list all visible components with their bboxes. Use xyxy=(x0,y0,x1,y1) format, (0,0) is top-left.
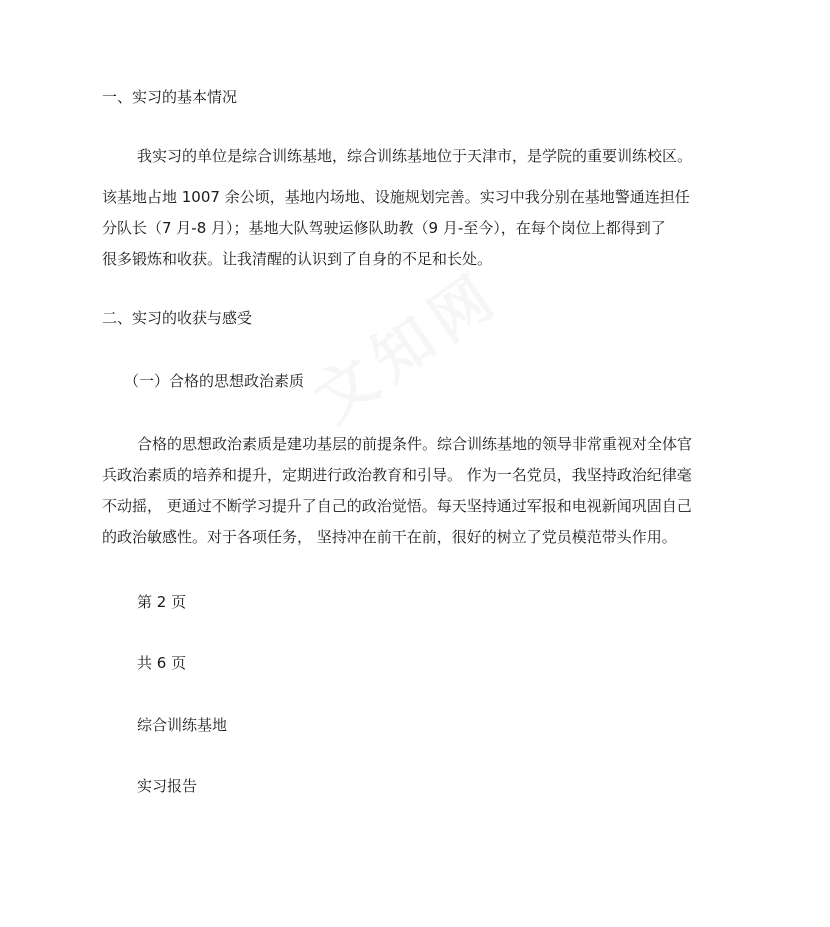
watermark xyxy=(294,248,515,439)
page-number-current: 第 2 页 xyxy=(137,593,187,611)
section-heading-basic-info: 一、实习的基本情况 xyxy=(102,88,238,106)
section-heading-gains: 二、实习的收获与感受 xyxy=(102,309,253,327)
footer-organization: 综合训练基地 xyxy=(137,716,228,734)
paragraph-line: 不动摇， 更通过不断学习提升了自己的政治觉悟。每天坚持通过军报和电视新闻巩固自己 xyxy=(102,497,692,515)
paragraph-line: 合格的思想政治素质是建功基层的前提条件。综合训练基地的领导非常重视对全体官 xyxy=(137,435,693,453)
paragraph-line: 兵政治素质的培养和提升，定期进行政治教育和引导。 作为一名党员，我坚持政治纪律毫 xyxy=(102,466,692,484)
paragraph-line: 该基地占地 1007 余公顷，基地内场地、设施规划完善。实习中我分别在基地警通连担任 xyxy=(102,188,690,206)
paragraph-line: 我实习的单位是综合训练基地，综合训练基地位于天津市，是学院的重要训练校区。 xyxy=(137,147,693,165)
page-number-total: 共 6 页 xyxy=(137,654,187,672)
footer-document-title: 实习报告 xyxy=(137,777,198,795)
paragraph-line: 很多锻炼和收获。让我清醒的认识到了自身的不足和长处。 xyxy=(102,250,493,268)
paragraph-basic-info xyxy=(102,145,742,167)
subsection-heading-political: （一）合格的思想政治素质 xyxy=(124,372,305,390)
paragraph-line: 的政治敏感性。对于各项任务， 坚持冲在前干在前，很好的树立了党员模范带头作用。 xyxy=(102,528,677,546)
paragraph-line: 分队长（7 月-8 月）；基地大队驾驶运修队助教（9 月-至今），在每个岗位上都得到了 xyxy=(102,219,666,237)
